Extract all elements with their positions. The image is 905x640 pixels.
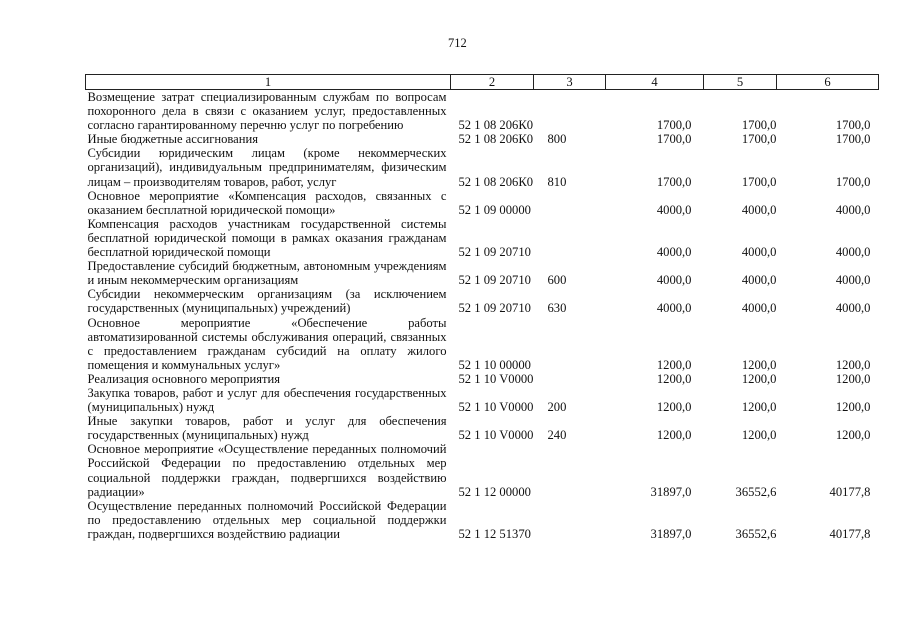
row-value-col6: 1700,0 (835, 174, 871, 189)
row-value-col4: 1200,0 (656, 357, 692, 372)
table-row (86, 217, 879, 259)
row-expense-type (533, 372, 605, 386)
row-value-col4: 31897,0 (650, 526, 692, 541)
row-value-col4: 31897,0 (650, 484, 692, 499)
row-value-col5: 1200,0 (741, 400, 777, 415)
row-value-col5: 1700,0 (741, 118, 777, 133)
page-number: 712 (448, 36, 467, 50)
row-value-col6: 1200,0 (835, 357, 871, 372)
row-value-col4: 1200,0 (656, 400, 692, 415)
row-value-col5: 36552,6 (735, 484, 777, 499)
row-name: Предоставление субсидий бюджетным, автономным учреждениям и иным некоммерческим организациям (87, 259, 447, 288)
row-value-col6: 1200,0 (835, 428, 871, 443)
row-value-col4: 1200,0 (656, 428, 692, 443)
table-row (86, 189, 879, 217)
row-code: 52 1 12 00000 (458, 484, 531, 499)
row-value-col6: 4000,0 (835, 202, 871, 217)
row-code: 52 1 09 20710 (458, 273, 531, 288)
row-value-col4: 1200,0 (656, 371, 692, 386)
row-value-col5: 4000,0 (741, 273, 777, 288)
table-row (86, 146, 879, 188)
row-code: 52 1 09 00000 (458, 202, 531, 217)
row-expense-type: 600 (547, 273, 567, 288)
row-name: Закупка товаров, работ и услуг для обеспечения государственных (муниципальных) нужд (87, 385, 447, 415)
row-value-col6: 4000,0 (835, 273, 871, 288)
header-col-5: 5 (703, 75, 776, 90)
row-value-col5: 1200,0 (741, 357, 777, 372)
row-expense-type: 800 (547, 132, 567, 147)
row-code: 52 1 08 206К0 (458, 174, 534, 189)
row-value-col5: 1200,0 (741, 371, 777, 386)
row-expense-type: 240 (547, 428, 567, 443)
row-value-col6: 1700,0 (835, 118, 871, 133)
row-code: 52 1 10 V0000 (458, 428, 534, 443)
row-value-col4: 4000,0 (656, 245, 692, 260)
table-row (86, 132, 879, 146)
row-value-col6: 1200,0 (835, 371, 871, 386)
table-row (86, 287, 879, 315)
row-expense-type (533, 189, 605, 217)
table-row (86, 372, 879, 386)
row-name: Осуществление переданных полномочий Российской Федерации по предоставлению отдельных мер социальной поддержки граждан, подвергшихся воздействию радиации (87, 498, 447, 541)
header-col-6: 6 (776, 75, 878, 90)
row-value-col5: 4000,0 (741, 301, 777, 316)
row-value-col4: 4000,0 (656, 301, 692, 316)
row-value-col4: 1700,0 (656, 174, 692, 189)
row-name: Субсидии некоммерческим организациям (за исключением государственных (муниципальных) учреждений) (87, 287, 447, 316)
row-name: Возмещение затрат специализированным службам по вопросам похоронного дела в связи с оказанием услуг, предоставленных согласно гарантированному перечню услуг по погребению (87, 90, 447, 133)
row-expense-type (533, 442, 605, 498)
row-expense-type (533, 90, 605, 133)
header-col-3: 3 (533, 75, 605, 90)
table-row (86, 259, 879, 287)
row-value-col6: 40177,8 (829, 484, 871, 499)
row-expense-type: 200 (547, 400, 567, 415)
row-code: 52 1 08 206К0 (458, 132, 534, 147)
row-code: 52 1 12 51370 (458, 526, 531, 541)
row-expense-type (533, 316, 605, 372)
row-value-col4: 1700,0 (656, 132, 692, 147)
row-code: 52 1 10 00000 (458, 357, 531, 372)
table-row (86, 386, 879, 414)
row-name: Основное мероприятие «Компенсация расходов, связанных с оказанием бесплатной юридической помощи» (87, 188, 447, 217)
row-value-col6: 4000,0 (835, 245, 871, 260)
row-name: Реализация основного мероприятия (87, 371, 281, 386)
row-value-col6: 1200,0 (835, 400, 871, 415)
row-value-col6: 40177,8 (829, 526, 871, 541)
row-value-col6: 4000,0 (835, 301, 871, 316)
table-row (86, 414, 879, 442)
row-expense-type: 810 (547, 174, 567, 189)
row-name: Основное мероприятие «Обеспечение работы автоматизированной системы обслуживания операций, связанных с предоставлением гражданам субсидий на оплату жилого помещения и коммунальных услуг» (87, 315, 447, 372)
row-code: 52 1 10 V0000 (458, 400, 534, 415)
row-expense-type (533, 217, 605, 259)
row-expense-type: 630 (547, 301, 567, 316)
row-value-col4: 4000,0 (656, 273, 692, 288)
table-row (86, 499, 879, 541)
row-value-col5: 36552,6 (735, 526, 777, 541)
budget-table (85, 74, 879, 541)
row-value-col5: 4000,0 (741, 202, 777, 217)
row-value-col6: 1700,0 (835, 132, 871, 147)
header-col-1: 1 (86, 75, 451, 90)
header-row (86, 75, 879, 90)
header-col-4: 4 (605, 75, 703, 90)
row-code: 52 1 08 206К0 (458, 118, 534, 133)
row-value-col4: 1700,0 (656, 118, 692, 133)
row-value-col5: 4000,0 (741, 245, 777, 260)
row-value-col4: 4000,0 (656, 202, 692, 217)
row-name: Основное мероприятие «Осуществление переданных полномочий Российской Федерации по предоставлению отдельных мер социальной поддержки граждан, подвергшихся воздействию радиации» (87, 442, 447, 499)
row-value-col5: 1200,0 (741, 428, 777, 443)
table-row (86, 90, 879, 133)
header-col-2: 2 (451, 75, 534, 90)
row-code: 52 1 10 V0000 (458, 371, 534, 386)
row-name: Иные бюджетные ассигнования (87, 132, 259, 147)
row-expense-type (533, 499, 605, 541)
table-row (86, 442, 879, 498)
row-code: 52 1 09 20710 (458, 301, 531, 316)
table-row (86, 316, 879, 372)
row-code: 52 1 09 20710 (458, 245, 531, 260)
row-value-col5: 1700,0 (741, 174, 777, 189)
row-name: Иные закупки товаров, работ и услуг для обеспечения государственных (муниципальных) нужд (87, 414, 447, 443)
row-name: Субсидии юридическим лицам (кроме некоммерческих организаций), индивидуальным предпринимателям, физическим лицам – производителям товаров, работ, услуг (87, 146, 447, 189)
row-name: Компенсация расходов участникам государственной системы бесплатной юридической помощи в рамках оказания гражданам бесплатной юридической помощи (87, 216, 447, 260)
row-value-col5: 1700,0 (741, 132, 777, 147)
